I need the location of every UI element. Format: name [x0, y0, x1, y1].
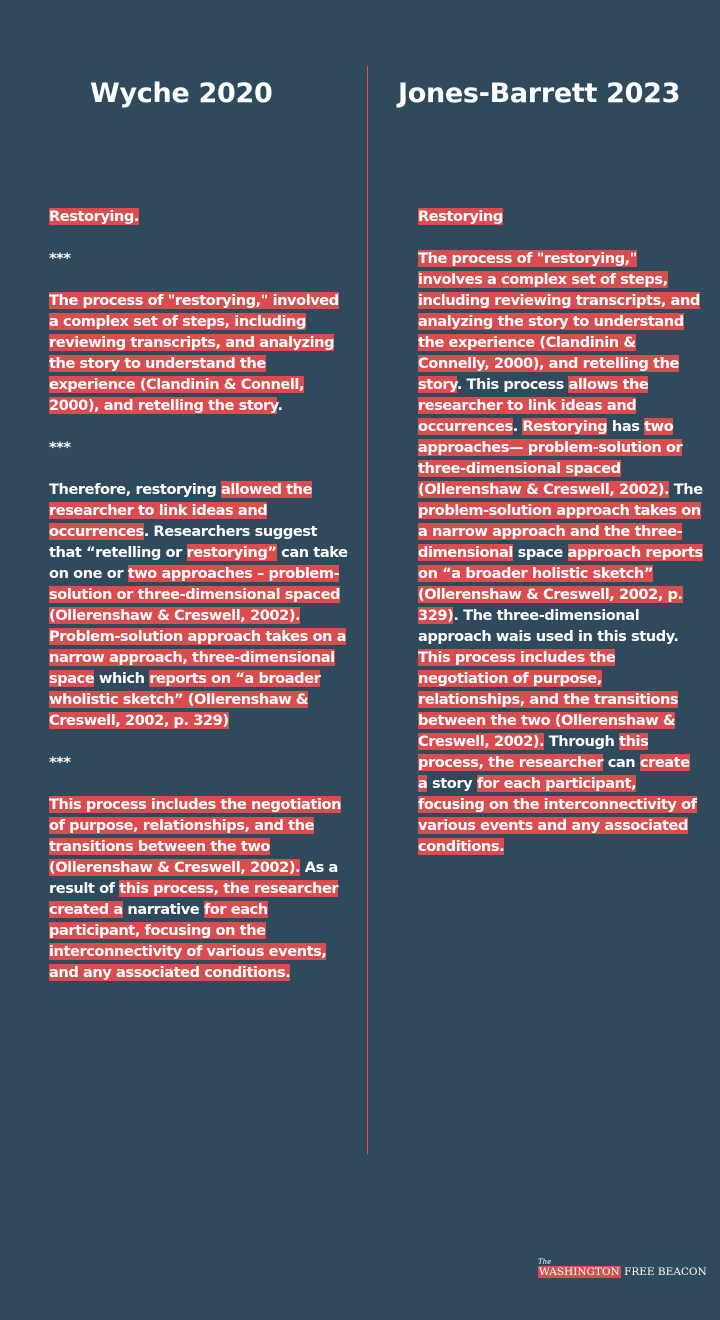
- highlighted-text: allowed the researcher to link ideas and occurrences: [49, 481, 313, 540]
- logo-wordmark: [538, 1266, 707, 1279]
- highlighted-text: allows the researcher to link ideas and occurrences: [418, 376, 649, 435]
- plain-text: space: [512, 544, 568, 561]
- paragraph: [418, 206, 703, 227]
- plain-text: . Researchers suggest that “retelling or: [49, 523, 318, 561]
- highlighted-text: two approaches – problem-solution or three-dimensional spaced (Ollerenshaw & Creswell, 2002). Problem-solution approach takes on a narrow approach, three-dimensional space: [49, 565, 346, 687]
- highlighted-text: for each participant, focusing on the interconnectivity of various events, and any associated conditions.: [49, 901, 327, 981]
- right-column-text: [418, 206, 703, 878]
- logo-free-beacon: FREE BEACON: [624, 1266, 707, 1278]
- plain-text: The: [669, 481, 703, 498]
- plain-text: . This process: [456, 376, 569, 393]
- highlighted-text: This process includes the negotiation of purpose, relationships, and the transitions between the two (Ollerenshaw & Creswell, 2002).: [49, 796, 342, 876]
- plain-text: ***: [49, 439, 71, 456]
- highlighted-text: create a: [418, 754, 690, 792]
- paragraph: [49, 248, 349, 269]
- left-column-text: [49, 206, 349, 1004]
- logo-washington: WASHINGTON: [539, 1266, 620, 1278]
- highlighted-text: restorying”: [186, 544, 277, 561]
- column-divider: [367, 66, 368, 1154]
- paragraph: [49, 479, 349, 731]
- highlighted-text: The process of "restorying," involved a complex set of steps, including reviewing transcripts, and analyzing the story to understand the experience (Clandinin & Connell, 2000), and retelling the story: [49, 292, 339, 414]
- paragraph: [49, 290, 349, 416]
- plain-text: Through: [544, 733, 620, 750]
- left-column-title: Wyche 2020: [90, 78, 273, 109]
- plain-text: can take on one or: [49, 544, 348, 582]
- paragraph: [49, 794, 349, 983]
- plain-text: .: [277, 397, 283, 414]
- plain-text: story: [427, 775, 477, 792]
- paragraph: [49, 437, 349, 458]
- logo-the: The: [538, 1258, 552, 1266]
- plain-text: ***: [49, 754, 71, 771]
- plain-text: As a result of: [49, 859, 338, 897]
- plain-text: narrative: [122, 901, 204, 918]
- plain-text: Therefore, restorying: [49, 481, 221, 498]
- plain-text: has: [607, 418, 645, 435]
- highlighted-text: problem-solution approach takes on a narrow approach and the three-dimensional: [418, 502, 701, 561]
- plain-text: can: [603, 754, 640, 771]
- highlighted-text: for each participant, focusing on the interconnectivity of various events and any associated conditions.: [418, 775, 697, 855]
- washington-free-beacon-logo: [538, 1258, 707, 1284]
- plain-text: .: [512, 418, 523, 435]
- highlighted-text: Restorying: [522, 418, 608, 435]
- highlighted-text: Restorying: [418, 208, 503, 225]
- plain-text: ***: [49, 250, 71, 267]
- highlighted-text: reports on “a broader wholistic sketch” (Ollerenshaw & Creswell, 2002, p. 329): [49, 670, 321, 729]
- highlighted-text: two approaches— problem-solution or three-dimensional spaced (Ollerenshaw & Creswell, 2002).: [418, 418, 683, 498]
- highlighted-text: this process, the researcher: [418, 733, 649, 771]
- highlighted-text: This process includes the negotiation of purpose, relationships, and the transitions between the two (Ollerenshaw & Creswell, 2002).: [418, 649, 679, 750]
- plain-text: which: [94, 670, 150, 687]
- paragraph: [49, 206, 349, 227]
- highlighted-text: this process, the researcher created a: [49, 880, 339, 918]
- highlighted-text: The process of "restorying," involves a complex set of steps, including reviewing transcripts, and analyzing the story to understand the experience (Clandinin & Connelly, 2000), and retelling the story: [418, 250, 700, 393]
- right-column-title: Jones-Barrett 2023: [398, 78, 681, 109]
- highlighted-text: Restorying.: [49, 208, 139, 225]
- plain-text: . The three-dimensional approach wais used in this study.: [418, 607, 679, 645]
- paragraph: [418, 248, 703, 857]
- paragraph: [49, 752, 349, 773]
- highlighted-text: approach reports on “a broader holistic sketch” (Ollerenshaw & Creswell, 2002, p. 329): [418, 544, 703, 624]
